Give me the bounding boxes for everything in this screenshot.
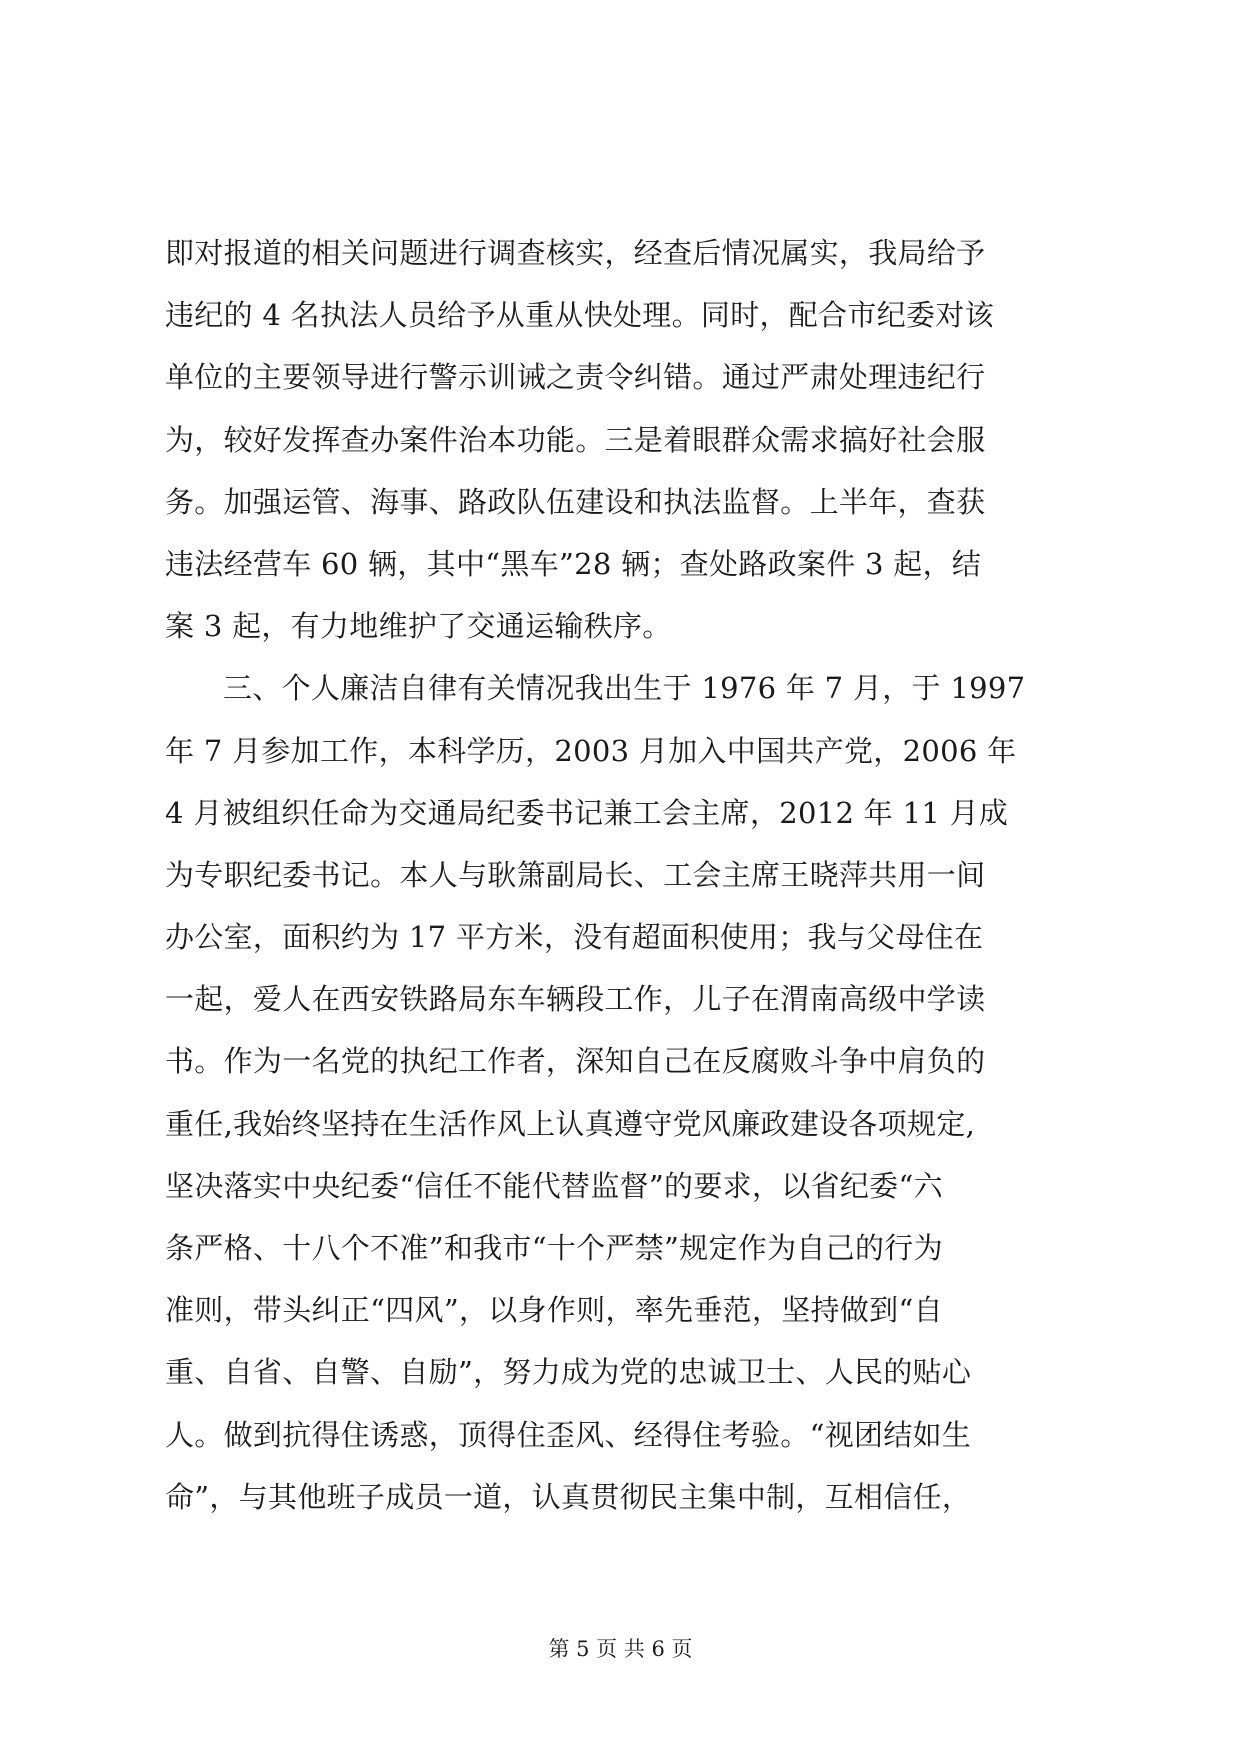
text-line: 为，较好发挥查办案件治本功能。三是着眼群众需求搞好社会服 xyxy=(165,422,986,457)
text-line: 办公室，面积约为 17 平方米，没有超面积使用；我与父母住在 xyxy=(165,920,984,955)
text-line: 年 7 月参加工作，本科学历，2003 月加入中国共产党，2006 年 xyxy=(165,733,1017,768)
text-line: 命”，与其他班子成员一道，认真贯彻民主集中制，互相信任， xyxy=(165,1479,972,1514)
text-line: 书。作为一名党的执纪工作者，深知自己在反腐败斗争中肩负的 xyxy=(165,1044,986,1079)
text-line: 为专职纪委书记。本人与耿箫副局长、工会主席王晓萍共用一间 xyxy=(165,857,986,892)
text-line: 务。加强运管、海事、路政队伍建设和执法监督。上半年，查获 xyxy=(165,484,986,519)
text-line: 单位的主要领导进行警示训诫之责令纠错。通过严肃处理违纪行 xyxy=(165,360,986,395)
text-line: 人。做到抗得住诱惑，顶得住歪风、经得住考验。“视团结如生 xyxy=(165,1417,972,1452)
body-text xyxy=(165,222,1095,1528)
text-line: 案 3 起，有力地维护了交通运输秩序。 xyxy=(165,609,672,644)
text-line: 重、自省、自警、自励”，努力成为党的忠诚卫士、人民的贴心 xyxy=(165,1355,972,1390)
text-line: 违法经营车 60 辆，其中“黑车”28 辆；查处路政案件 3 起，结 xyxy=(165,546,982,581)
text-line: 重任,我始终坚持在生活作风上认真遵守党风廉政建设各项规定, xyxy=(165,1106,976,1141)
text-line: 即对报道的相关问题进行调查核实，经查后情况属实，我局给予 xyxy=(165,236,986,270)
text-line: 违纪的 4 名执法人员给予从重从快处理。同时，配合市纪委对该 xyxy=(165,298,994,333)
text-line: 条严格、十八个不准”和我市“十个严禁”规定作为自己的行为 xyxy=(165,1231,943,1265)
text-line: 准则，带头纠正“四风”，以身作则，率先垂范，坚持做到“自 xyxy=(165,1293,943,1328)
text-line: 4 月被组织任命为交通局纪委书记兼工会主席，2012 年 11 月成 xyxy=(165,795,1009,830)
page-footer: 第 5 页 共 6 页 xyxy=(548,1637,693,1661)
paragraph-start-line: 三、个人廉洁自律有关情况我出生于 1976 年 7 月，于 1997 xyxy=(223,671,1026,706)
text-line: 坚决落实中央纪委“信任不能代替监督”的要求，以省纪委“六 xyxy=(165,1168,943,1203)
text-line: 一起，爱人在西安铁路局东车辆段工作，儿子在渭南高级中学读 xyxy=(165,982,986,1017)
